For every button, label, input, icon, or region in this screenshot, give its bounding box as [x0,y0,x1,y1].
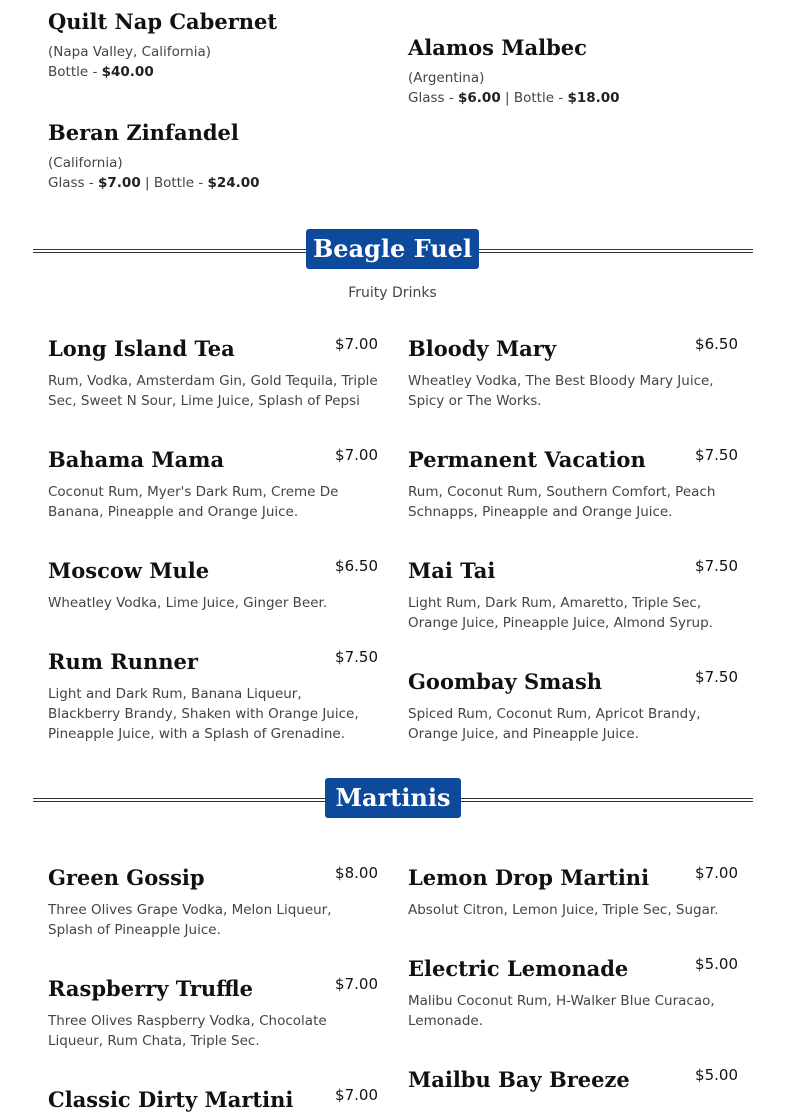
drink-name: Mai Tai [408,558,496,583]
drink-name: Rum Runner [48,649,198,674]
drink-description: Light and Dark Rum, Banana Liqueur, Blackberry Brandy, Shaken with Orange Juice, Pineapple Juice, with a Splash of Grenadine. [48,686,359,742]
wine-item [48,119,378,193]
section-title: Martinis [325,778,461,818]
drink-name: Raspberry Truffle [48,976,253,1001]
drink-name: Moscow Mule [48,558,210,583]
drink-price: $7.00 [335,446,378,464]
drink-description: Absolut Citron, Lemon Juice, Triple Sec, Sugar. [408,902,719,918]
drink-name: Permanent Vacation [408,447,646,472]
drink-price: $7.50 [695,557,738,575]
wine-origin: (California) [48,155,123,171]
menu-item [408,668,738,744]
menu-item [48,648,378,744]
drink-name: Bloody Mary [408,336,557,361]
drink-name: Electric Lemonade [408,956,629,981]
wine-price-line: Glass - $6.00 | Bottle - $18.00 [408,90,620,106]
drink-price: $7.00 [335,1086,378,1104]
wine-name: Quilt Nap Cabernet [48,9,278,34]
drink-price: $8.00 [335,864,378,882]
drink-name: Mailbu Bay Breeze [408,1067,630,1092]
menu-item [408,955,738,1031]
menu-item [48,1086,378,1114]
section-subtitle: Fruity Drinks [348,285,437,301]
drink-price: $7.00 [695,864,738,882]
drink-price: $5.00 [695,955,738,973]
drink-name: Lemon Drop Martini [408,865,650,890]
drink-price: $7.50 [695,668,738,686]
wine-item [408,34,738,108]
drink-name: Goombay Smash [408,669,603,694]
drink-price: $7.00 [335,335,378,353]
drink-description: Three Olives Grape Vodka, Melon Liqueur, Splash of Pineapple Juice. [48,902,332,938]
section-title: Beagle Fuel [306,229,479,269]
menu-item [408,1066,738,1094]
drink-price: $6.50 [695,335,738,353]
wine-name: Beran Zinfandel [48,120,239,145]
drink-description: Three Olives Raspberry Vodka, Chocolate Liqueur, Rum Chata, Triple Sec. [48,1013,327,1049]
menu-item [408,446,738,522]
drink-description: Wheatley Vodka, The Best Bloody Mary Juice, Spicy or The Works. [408,373,714,409]
wine-item [48,8,378,82]
menu-item [48,335,378,411]
menu-item [48,446,378,522]
wine-origin: (Napa Valley, California) [48,44,211,60]
drink-name: Green Gossip [48,865,205,890]
wine-price-line: Glass - $7.00 | Bottle - $24.00 [48,175,260,191]
drink-name: Long Island Tea [48,336,235,361]
drink-name: Classic Dirty Martini [48,1087,294,1112]
drink-description: Malibu Coconut Rum, H-Walker Blue Curacao, Lemonade. [408,993,715,1029]
drink-price: $7.00 [335,975,378,993]
drink-description: Rum, Coconut Rum, Southern Comfort, Peach Schnapps, Pineapple and Orange Juice. [408,484,716,520]
drink-description: Rum, Vodka, Amsterdam Gin, Gold Tequila, Triple Sec, Sweet N Sour, Lime Juice, Splash of Pepsi [48,373,378,409]
menu-item [48,557,378,613]
menu-item [48,975,378,1051]
drink-price: $7.50 [695,446,738,464]
drink-description: Light Rum, Dark Rum, Amaretto, Triple Sec, Orange Juice, Pineapple Juice, Almond Syrup. [408,595,713,631]
drink-price: $5.00 [695,1066,738,1084]
menu-item [48,864,378,940]
drink-name: Bahama Mama [48,447,225,472]
wine-name: Alamos Malbec [408,35,587,60]
drink-price: $7.50 [335,648,378,666]
menu-item [408,557,738,633]
wine-price-line: Bottle - $40.00 [48,64,154,80]
menu-item [408,864,738,920]
drink-description: Spiced Rum, Coconut Rum, Apricot Brandy, Orange Juice, and Pineapple Juice. [408,706,701,742]
drink-description: Coconut Rum, Myer's Dark Rum, Creme De Banana, Pineapple and Orange Juice. [48,484,339,520]
drink-price: $6.50 [335,557,378,575]
wine-origin: (Argentina) [408,70,485,86]
drink-description: Wheatley Vodka, Lime Juice, Ginger Beer. [48,595,328,611]
menu-item [408,335,738,411]
